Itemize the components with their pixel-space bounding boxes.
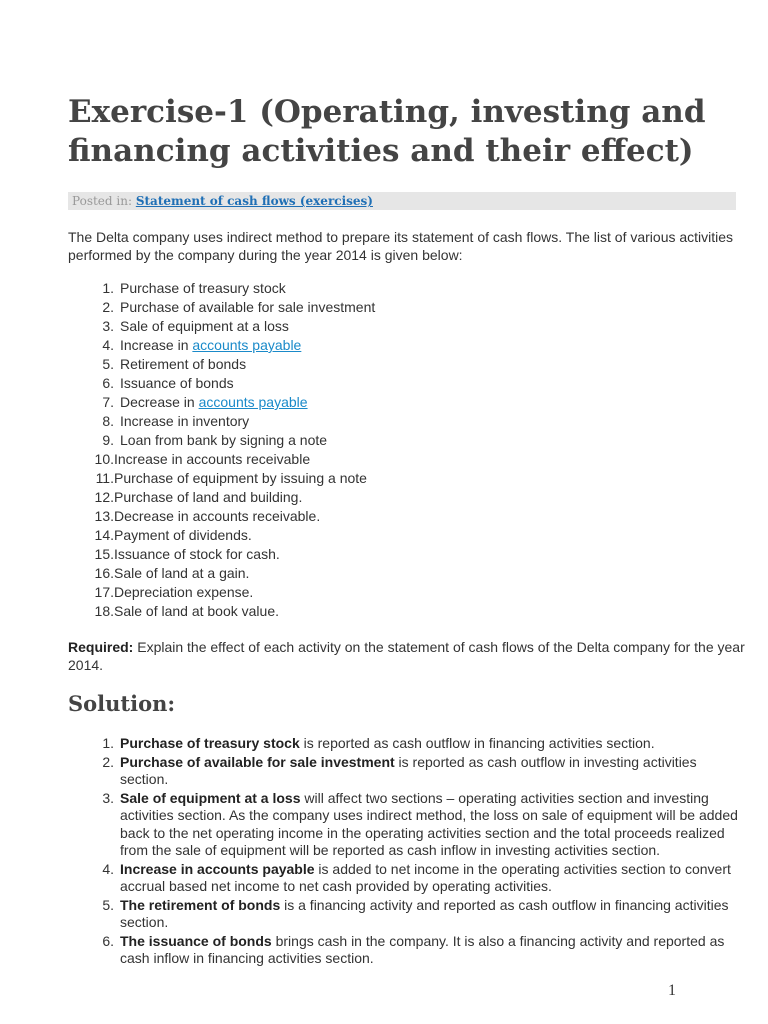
list-item-number: 14. <box>94 527 114 543</box>
solution-item-term: Purchase of treasury stock <box>120 735 300 751</box>
list-item-number: 9. <box>102 432 114 448</box>
list-item-number: 10. <box>94 451 114 467</box>
solution-item-number: 1. <box>102 735 114 751</box>
list-item-label: Loan from bank by signing a note <box>120 432 328 448</box>
list-item-label: Purchase of land and building. <box>114 489 303 505</box>
list-item-label: Payment of dividends. <box>114 527 252 543</box>
solution-item-term: The issuance of bonds <box>120 932 272 949</box>
list-item-text <box>114 279 286 298</box>
list-item-text <box>114 602 279 621</box>
solution-item <box>68 933 738 968</box>
category-link[interactable]: Statement of cash flows (exercises) <box>135 194 373 208</box>
list-item-text <box>114 431 327 450</box>
solution-item-number: 6. <box>102 932 114 949</box>
list-item-number: 12. <box>94 489 114 505</box>
list-item <box>68 564 375 583</box>
list-item-label: Retirement of bonds <box>120 356 247 372</box>
list-item <box>68 374 375 393</box>
list-item <box>68 526 375 545</box>
posted-in-bar <box>68 192 736 210</box>
solution-item-number: 4. <box>102 860 114 877</box>
list-item-text <box>114 583 253 602</box>
list-item <box>68 393 375 412</box>
list-item-text <box>114 545 280 564</box>
list-item <box>68 507 375 526</box>
list-item-number: 6. <box>102 375 114 391</box>
list-item-number: 11. <box>95 470 114 486</box>
page-number: 1 <box>668 982 676 999</box>
list-item <box>68 412 375 431</box>
list-item-text <box>114 450 310 469</box>
required-text: Explain the effect of each activity on the statement of cash flows of the Delta company for the year 2014. <box>68 639 745 673</box>
list-item-label: Purchase of equipment by issuing a note <box>114 470 367 486</box>
list-item-text <box>114 355 246 374</box>
solution-item-explanation: is added to net income in the operating activities section to convert accrual based net income to net cash provided by operating activities. <box>120 860 731 894</box>
list-item-label: Decrease in <box>120 394 199 410</box>
required-paragraph <box>68 638 748 674</box>
list-item-label: Depreciation expense. <box>114 584 254 600</box>
intro-paragraph: The Delta company uses indirect method to prepare its statement of cash flows. The list of various activities performed by the company during the year 2014 is given below: <box>68 229 734 263</box>
solution-item-explanation: brings cash in the company. It is also a financing activity and reported as cash inflow in financing activities section. <box>120 932 725 966</box>
list-item <box>68 488 375 507</box>
list-item-label: Issuance of bonds <box>120 375 234 391</box>
solution-item-text <box>114 897 738 932</box>
list-item-number: 1. <box>102 280 114 296</box>
list-item-number: 17. <box>94 584 114 600</box>
list-item-label: Issuance of stock for cash. <box>114 546 280 562</box>
list-item <box>68 545 375 564</box>
list-item-number: 18. <box>94 603 114 619</box>
list-item-text <box>114 393 308 412</box>
solution-item <box>68 861 738 896</box>
solution-item-text <box>114 754 738 789</box>
list-item-text <box>114 298 375 317</box>
solution-item-term: Increase in accounts payable <box>120 860 315 877</box>
list-item-text <box>114 564 249 583</box>
list-item <box>68 317 375 336</box>
list-item-label: Increase in <box>120 337 193 353</box>
solution-item-text <box>114 790 738 860</box>
list-item-label: Sale of equipment at a loss <box>120 318 289 334</box>
list-item <box>68 469 375 488</box>
list-item-number: 13. <box>94 508 114 524</box>
list-item-text <box>114 412 249 431</box>
list-item-number: 3. <box>102 318 114 334</box>
list-item-number: 2. <box>102 299 114 315</box>
list-item-number: 7. <box>102 394 114 410</box>
list-item <box>68 279 375 298</box>
solution-item-number: 2. <box>102 753 114 770</box>
list-item <box>68 450 375 469</box>
solution-item-number: 3. <box>102 789 114 806</box>
list-item-text <box>114 317 289 336</box>
list-item-text <box>114 507 320 526</box>
solution-item <box>68 790 738 860</box>
list-item-text <box>114 336 301 355</box>
list-item <box>68 583 375 602</box>
list-item-text <box>114 374 234 393</box>
solution-item-explanation: is reported as cash outflow in financing activities section. <box>299 735 655 751</box>
list-item-label: Sale of land at a gain. <box>114 565 250 581</box>
list-item-label: Decrease in accounts receivable. <box>114 508 321 524</box>
list-item-label: Increase in accounts receivable <box>114 451 311 467</box>
solution-item <box>68 735 738 753</box>
solution-item-text <box>114 735 738 753</box>
list-item-number: 15. <box>94 546 114 562</box>
solution-item-text <box>114 933 738 968</box>
list-item-number: 8. <box>102 413 114 429</box>
list-item-number: 4. <box>102 337 114 353</box>
solution-item-term: Sale of equipment at a loss <box>120 789 301 806</box>
solution-item-number: 5. <box>102 896 114 913</box>
accounts-payable-link[interactable]: accounts payable <box>198 394 308 410</box>
list-item-number: 16. <box>94 565 114 581</box>
solution-item-text <box>114 861 738 896</box>
list-item-label: Purchase of available for sale investment <box>120 299 376 315</box>
solution-item <box>68 754 738 789</box>
list-item <box>68 602 375 621</box>
list-item <box>68 298 375 317</box>
solution-item-term: Purchase of available for sale investment <box>120 753 395 770</box>
solution-item-explanation: will affect two sections – operating activities section and investing activities section. As the company uses indirect method, the loss on sale of equipment will be added back to the net operating income in the operating activities section and the total proceeds realized from the sale of equipment will be reported as cash inflow in investing activities section. <box>120 789 738 858</box>
solution-item-explanation: is reported as cash outflow in investing activities section. <box>120 753 697 787</box>
list-item-label: Purchase of treasury stock <box>120 280 286 296</box>
list-item <box>68 355 375 374</box>
list-item-label: Increase in inventory <box>120 413 250 429</box>
accounts-payable-link[interactable]: accounts payable <box>192 337 302 353</box>
solution-item-term: The retirement of bonds <box>120 896 281 913</box>
required-label: Required: <box>68 639 134 655</box>
solutions-list <box>68 735 738 969</box>
list-item-text <box>114 526 252 545</box>
list-item <box>68 336 375 355</box>
posted-in-label: Posted in: <box>72 194 132 208</box>
solution-item-explanation: is a financing activity and reported as cash outflow in financing activities section. <box>120 896 729 930</box>
solution-item <box>68 897 738 932</box>
solution-heading: Solution: <box>68 691 176 716</box>
list-item-label: Sale of land at book value. <box>114 603 280 619</box>
list-item-number: 5. <box>102 356 114 372</box>
list-item-text <box>114 469 367 488</box>
list-item <box>68 431 375 450</box>
page-title: Exercise-1 (Operating, investing and financing activities and their effect) <box>68 94 706 169</box>
activities-list <box>68 279 375 621</box>
list-item-text <box>114 488 302 507</box>
